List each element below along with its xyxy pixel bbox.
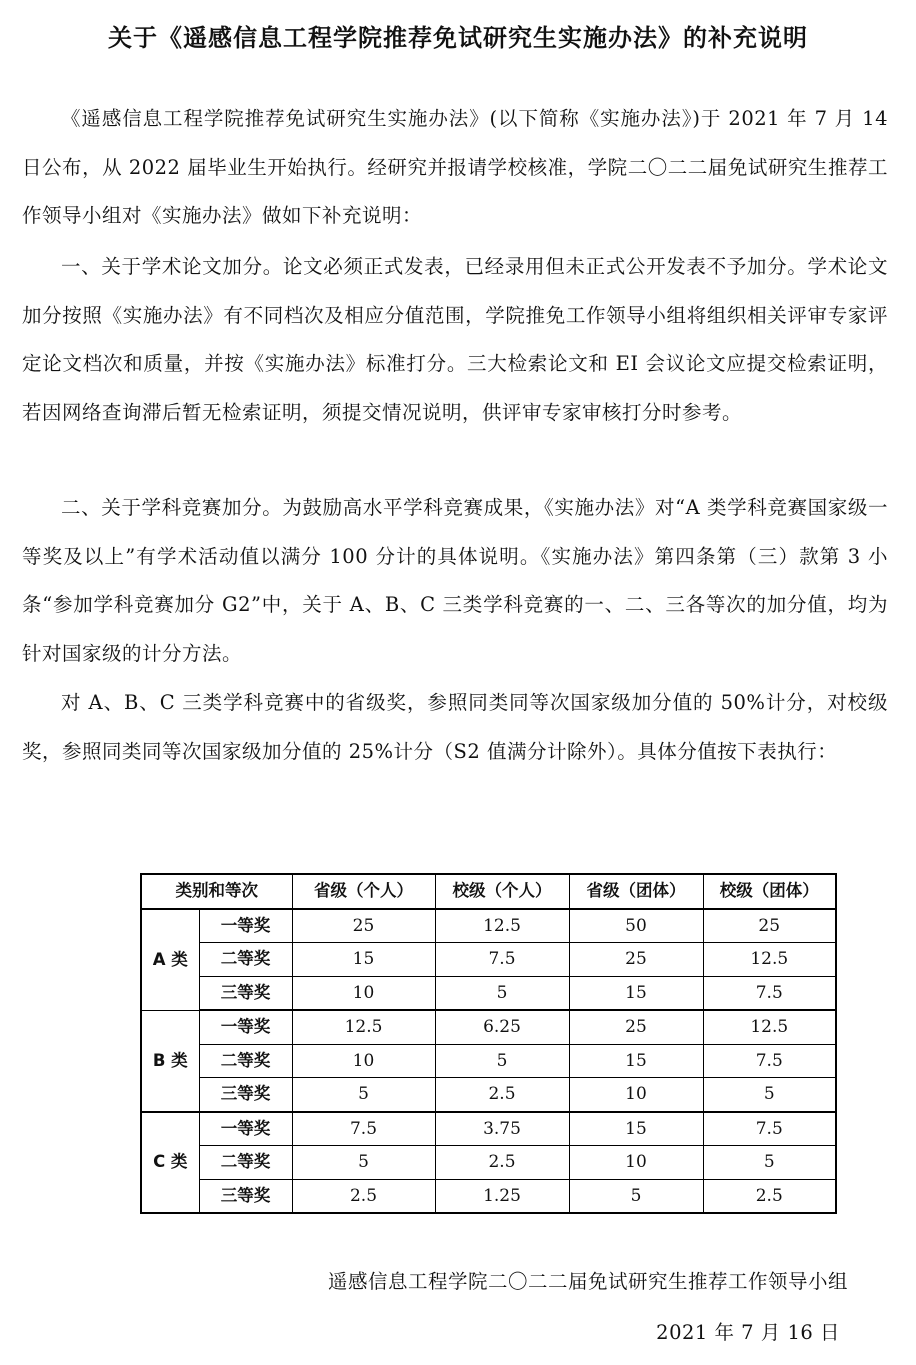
level-label: 二等奖: [199, 1146, 292, 1180]
table-cell: 2.5: [292, 1179, 435, 1213]
header-school-individual: 校级（个人）: [435, 874, 569, 909]
table-cell: 7.5: [703, 1044, 836, 1078]
level-label: 二等奖: [199, 943, 292, 977]
table-cell: 10: [569, 1078, 703, 1112]
table-row: [141, 1179, 836, 1213]
table-row: [141, 909, 836, 943]
table-header-row: [141, 874, 836, 909]
signature-date: 2021 年 7 月 16 日: [656, 1321, 840, 1344]
level-label: 三等奖: [199, 1179, 292, 1213]
table-cell: 10: [292, 976, 435, 1010]
table-cell: 2.5: [435, 1146, 569, 1180]
table-cell: 12.5: [703, 1010, 836, 1044]
level-label: 三等奖: [199, 1078, 292, 1112]
table-cell: 12.5: [703, 943, 836, 977]
group-label-b: B 类: [141, 1010, 199, 1112]
document-title: 关于《遥感信息工程学院推荐免试研究生实施办法》的补充说明: [108, 24, 808, 52]
table-row: [141, 1146, 836, 1180]
table-cell: 12.5: [292, 1010, 435, 1044]
table-cell: 2.5: [435, 1078, 569, 1112]
table-cell: 1.25: [435, 1179, 569, 1213]
table-cell: 25: [569, 943, 703, 977]
table-cell: 12.5: [435, 909, 569, 943]
bonus-score-table: [140, 873, 837, 1214]
level-label: 一等奖: [199, 909, 292, 943]
table-row: [141, 1044, 836, 1078]
table-cell: 15: [292, 943, 435, 977]
table-cell: 25: [569, 1010, 703, 1044]
table-cell: 7.5: [292, 1112, 435, 1146]
table-cell: 3.75: [435, 1112, 569, 1146]
table-cell: 10: [292, 1044, 435, 1078]
table-cell: 15: [569, 1112, 703, 1146]
table-cell: 5: [703, 1078, 836, 1112]
paragraph-provincial-school-awards: 对 A、B、C 三类学科竞赛中的省级奖，参照同类同等次国家级加分值的 50%计分，对校级奖，参照同类同等次国家级加分值的 25%计分（S2 值满分计除外）。具体分值按下表执行：: [22, 691, 888, 763]
header-provincial-individual: 省级（个人）: [292, 874, 435, 909]
paragraph-thesis-bonus: 一、关于学术论文加分。论文必须正式发表，已经录用但未正式公开发表不予加分。学术论文加分按照《实施办法》有不同档次及相应分值范围，学院推免工作领导小组将组织相关评审专家评定论文档次和质量，并按《实施办法》标准打分。三大检索论文和 EI 会议论文应提交检索证明，若因网络查询滞后暂无检索证明，须提交情况说明，供评审专家审核打分时参考。: [22, 255, 888, 424]
level-label: 一等奖: [199, 1010, 292, 1044]
level-label: 一等奖: [199, 1112, 292, 1146]
group-label-a: A 类: [141, 909, 199, 1011]
header-category-level: 类别和等次: [141, 874, 292, 909]
table-cell: 5: [435, 976, 569, 1010]
table-cell: 15: [569, 976, 703, 1010]
table-row: [141, 1010, 836, 1044]
table-cell: 5: [292, 1078, 435, 1112]
table-row: [141, 1112, 836, 1146]
group-label-c: C 类: [141, 1112, 199, 1214]
header-school-team: 校级（团体）: [703, 874, 836, 909]
table-cell: 10: [569, 1146, 703, 1180]
level-label: 二等奖: [199, 1044, 292, 1078]
table-cell: 5: [703, 1146, 836, 1180]
table-cell: 5: [435, 1044, 569, 1078]
table-cell: 6.25: [435, 1010, 569, 1044]
table-cell: 7.5: [435, 943, 569, 977]
table-cell: 5: [569, 1179, 703, 1213]
table-cell: 5: [292, 1146, 435, 1180]
table-cell: 7.5: [703, 976, 836, 1010]
table-cell: 50: [569, 909, 703, 943]
table-cell: 15: [569, 1044, 703, 1078]
table-row: [141, 976, 836, 1010]
table-cell: 25: [703, 909, 836, 943]
paragraph-competition-bonus: 二、关于学科竞赛加分。为鼓励高水平学科竞赛成果，《实施办法》对“A 类学科竞赛国家级一等奖及以上”有学术活动值以满分 100 分计的具体说明。《实施办法》第四条第（三）款第 3 小条“参加学科竞赛加分 G2”中，关于 A、B、C 三类学科竞赛的一、二、三各等次的加分值，均为针对国家级的计分方法。: [22, 496, 888, 665]
paragraph-intro: 《遥感信息工程学院推荐免试研究生实施办法》(以下简称《实施办法》)于 2021 年 7 月 14 日公布，从 2022 届毕业生开始执行。经研究并报请学校核准，学院二〇二二届免试研究生推荐工作领导小组对《实施办法》做如下补充说明：: [22, 107, 888, 227]
header-provincial-team: 省级（团体）: [569, 874, 703, 909]
level-label: 三等奖: [199, 976, 292, 1010]
signature-line: 遥感信息工程学院二〇二二届免试研究生推荐工作领导小组: [327, 1270, 848, 1293]
table-cell: 25: [292, 909, 435, 943]
table-cell: 2.5: [703, 1179, 836, 1213]
table-row: [141, 1078, 836, 1112]
table-row: [141, 943, 836, 977]
table-cell: 7.5: [703, 1112, 836, 1146]
